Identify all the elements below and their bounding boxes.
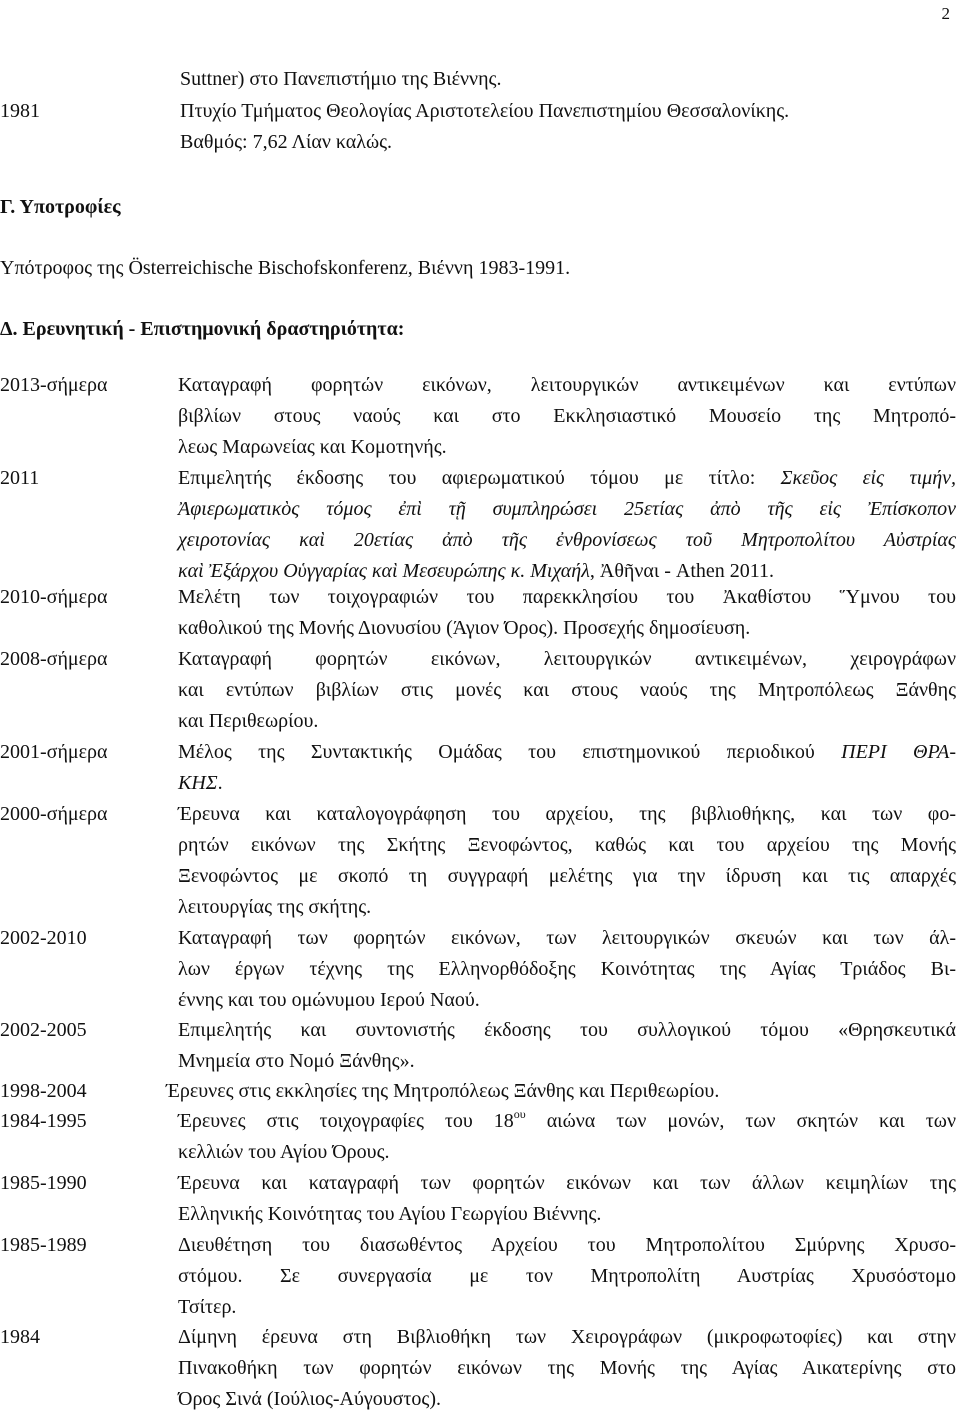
desc-line <box>178 1106 956 1137</box>
desc-line: λειτουργίας της σκήτης. <box>178 896 372 918</box>
activity-year: 2011 <box>0 467 40 489</box>
activity-description <box>178 463 956 587</box>
activity-year: 2008-σήμερα <box>0 648 108 670</box>
section-g-text: Υπότροφος της Österreichische Bischofskonferenz, Βιέννη 1983-1991. <box>0 257 571 279</box>
desc-line: καθολικού της Μονής Διονυσίου (Άγιον Όρος). Προσεχής δημοσίευση. <box>178 617 751 639</box>
activity-description <box>178 1106 956 1168</box>
activity-description <box>178 1168 956 1230</box>
activity-year: 1998-2004 <box>0 1080 87 1102</box>
activity-description <box>178 737 956 799</box>
desc-line: Πινακοθήκη των φορητών εικόνων της Μονής της Αγίας Αικατερίνης στο <box>178 1357 956 1379</box>
desc-line <box>178 525 956 556</box>
activity-year: 1985-1989 <box>0 1234 87 1256</box>
journal-title-italic: ΠΕΡΙ ΘΡΑ- <box>841 741 956 763</box>
desc-line: Καταγραφή φορητών εικόνων, λειτουργικών αντικειμένων και εντύπων <box>178 374 956 396</box>
desc-line: στόμου. Σε συνεργασία με τον Μητροπολίτη Αυστρίας Χρυσόστομο <box>178 1265 956 1287</box>
desc-line <box>178 463 956 494</box>
education-line-1: Suttner) στο Πανεπιστήμιο της Βιέννης. <box>180 68 502 90</box>
activity-description <box>178 1015 956 1077</box>
activity-year: 2002-2010 <box>0 927 87 949</box>
activity-year: 2010-σήμερα <box>0 586 108 608</box>
activity-description <box>178 370 956 463</box>
desc-line <box>178 494 956 525</box>
activity-description <box>178 799 956 923</box>
desc-line: Δίμηνη έρευνα στη Βιβλιοθήκη των Χειρογράφων (μικροφωτοφίες) και στην <box>178 1326 956 1348</box>
desc-line: και εντύπων βιβλίων στις μονές και στους ναούς της Μητροπόλεως Ξάνθης <box>178 679 956 701</box>
section-d-title: Δ. Ερευνητική - Επιστημονική δραστηριότητα: <box>0 318 405 340</box>
desc-line: Τσίτερ. <box>178 1296 237 1318</box>
desc-line: Καταγραφή των φορητών εικόνων, των λειτουργικών σκευών και των άλ- <box>178 927 956 949</box>
page-number: 2 <box>941 4 950 23</box>
book-title-italic: καὶ Ἐξάρχου Οὑγγαρίας καὶ Μεσευρώπης κ. Μιχαήλ <box>178 560 590 582</box>
education-year-1981: 1981 <box>0 100 40 122</box>
activity-description <box>178 923 956 1016</box>
desc-line: Διευθέτηση του διασωθέντος Αρχείου του Μητροπολίτου Σμύρνης Χρυσο- <box>178 1234 956 1256</box>
desc-text: Μέλος της Συντακτικής Ομάδας του επιστημονικού περιοδικού <box>178 741 842 763</box>
activity-description <box>178 582 956 644</box>
activity-description <box>178 644 956 737</box>
desc-line: Καταγραφή φορητών εικόνων, λειτουργικών αντικειμένων, χειρογράφων <box>178 648 956 670</box>
desc-line: Ελληνικής Κοινότητας του Αγίου Γεωργίου Βιέννης. <box>178 1203 602 1225</box>
section-g-title: Γ. Υποτροφίες <box>0 196 121 218</box>
desc-line: και Περιθεωρίου. <box>178 710 319 732</box>
journal-title-italic: ΚΗΣ <box>178 772 218 794</box>
desc-line: Ξενοφώντος με σκοπό τη συγγραφή μελέτης για την ίδρυση και τις απαρχές <box>178 865 956 887</box>
desc-text: , Ἀθῆναι - Athen 2011. <box>589 560 775 582</box>
book-title-italic: Ἀφιερωματικὸς τόμος ἐπὶ τῇ συμπληρώσει 25ετίας ἀπὸ τῆς εἰς Ἐπίσκοπον <box>178 498 956 520</box>
activity-year: 1985-1990 <box>0 1172 87 1194</box>
activity-description <box>166 1076 944 1107</box>
desc-line: Έρευνα και καταλογογράφηση του αρχείου, της βιβλιοθήκης, και των φο- <box>178 803 956 825</box>
desc-text: Έρευνες στις τοιχογραφίες του 18 <box>178 1110 514 1132</box>
desc-line: κελλιών του Αγίου Όρους. <box>178 1141 390 1163</box>
desc-line: έννης και του ομώνυμου Ιερού Ναού. <box>178 989 480 1011</box>
desc-line <box>178 737 956 768</box>
activity-year: 1984 <box>0 1326 40 1348</box>
desc-line: λεως Μαρωνείας και Κομοτηνής. <box>178 436 447 458</box>
desc-line: λων έργων τέχνης της Ελληνορθόδοξης Κοινότητας της Αγίας Τριάδος Βι- <box>178 958 956 980</box>
activity-year: 2000-σήμερα <box>0 803 108 825</box>
desc-text: αιώνα των μονών, των σκητών και των <box>525 1110 956 1132</box>
activity-year: 1984-1995 <box>0 1110 87 1132</box>
desc-text: . <box>217 772 223 794</box>
activity-year: 2001-σήμερα <box>0 741 108 763</box>
activity-description <box>178 1322 956 1415</box>
desc-text: Επιμελητής έκδοσης του αφιερωματικού τόμου με τίτλο: <box>178 467 781 489</box>
desc-line: ρητών εικόνων της Σκήτης Ξενοφώντος, καθώς και του αρχείου της Μονής <box>178 834 956 856</box>
desc-line: Έρευνες στις εκκλησίες της Μητροπόλεως Ξάνθης και Περιθεωρίου. <box>166 1080 720 1102</box>
ordinal-superscript: ου <box>513 1107 526 1121</box>
desc-line: Επιμελητής και συντονιστής έκδοσης του συλλογικού τόμου «Θρησκευτικά <box>178 1019 956 1041</box>
desc-line <box>178 768 956 799</box>
activity-year: 2002-2005 <box>0 1019 87 1041</box>
education-line-3: Βαθμός: 7,62 Λίαν καλώς. <box>180 131 393 153</box>
desc-line: βιβλίων στους ναούς και στο Εκκλησιαστικό Μουσείο της Μητροπό- <box>178 405 956 427</box>
desc-line: Έρευνα και καταγραφή των φορητών εικόνων και των άλλων κειμηλίων της <box>178 1172 956 1194</box>
education-line-2: Πτυχίο Τμήματος Θεολογίας Αριστοτελείου Πανεπιστημίου Θεσσαλονίκης. <box>180 100 790 122</box>
book-title-italic: χειροτονίας καὶ 20ετίας ἀπὸ τῆς ἐνθρονίσεως τοῦ Μητροπολίτου Αὐστρίας <box>178 529 956 551</box>
activity-year: 2013-σήμερα <box>0 374 108 396</box>
book-title-italic: Σκεῦος εἰς τιμήν, <box>780 467 957 489</box>
desc-line: Μνημεία στο Νομό Ξάνθης». <box>178 1050 415 1072</box>
desc-line: Όρος Σινά (Ιούλιος-Αύγουστος). <box>178 1388 442 1410</box>
activity-description <box>178 1230 956 1323</box>
desc-line: Μελέτη των τοιχογραφιών του παρεκκλησίου του Ἀκαθίστου Ὕμνου του <box>178 586 956 608</box>
